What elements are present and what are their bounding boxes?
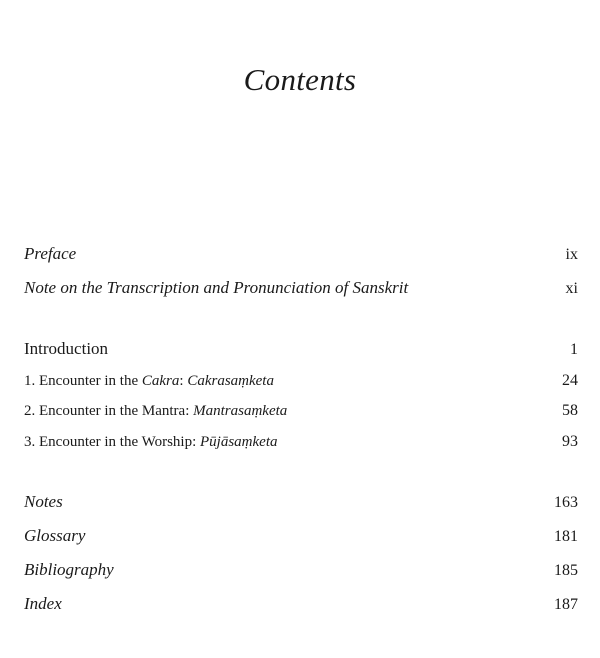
toc-entry-page: 185 bbox=[554, 562, 578, 579]
toc-entry-label: Glossary bbox=[24, 526, 86, 545]
toc-entry-glossary bbox=[24, 526, 578, 546]
toc-entry-chapter-3 bbox=[24, 433, 578, 451]
chapter-separator: : bbox=[185, 403, 194, 419]
chapter-sanskrit-title: Mantrasaṃketa bbox=[193, 403, 288, 419]
toc-entry-label bbox=[24, 403, 287, 420]
toc-entry-label: Bibliography bbox=[24, 560, 114, 579]
toc-entry-bibliography bbox=[24, 560, 578, 580]
chapter-separator: : bbox=[192, 434, 200, 450]
toc-entry-label: Index bbox=[24, 594, 62, 613]
toc-entry-label: Introduction bbox=[24, 339, 109, 358]
chapter-prefix: 1. Encounter in the bbox=[24, 373, 142, 389]
toc-entry-page: 163 bbox=[554, 494, 578, 511]
toc-entry-label bbox=[24, 373, 274, 390]
page-title: Contents bbox=[243, 62, 357, 97]
toc-entry-page: 187 bbox=[554, 596, 578, 613]
toc-entry-page: 58 bbox=[562, 402, 578, 419]
chapter-sanskrit-title: Pūjāsaṃketa bbox=[200, 434, 278, 450]
chapter-italic-word: Cakra bbox=[141, 373, 180, 389]
toc-entry-page: xi bbox=[565, 280, 578, 297]
toc-entry-page: 24 bbox=[562, 372, 578, 389]
toc-entry-label: Note on the Transcription and Pronunciation of Sanskrit bbox=[24, 278, 409, 297]
toc-entry-page: 181 bbox=[554, 528, 578, 545]
chapter-prefix: 2. Encounter in the Mantra bbox=[24, 403, 186, 419]
toc-entry-page: 1 bbox=[570, 341, 578, 358]
toc-entry-label: Preface bbox=[24, 244, 77, 263]
toc-entry-introduction bbox=[24, 339, 578, 359]
chapter-separator: : bbox=[179, 373, 188, 389]
chapter-prefix: 3. Encounter in the Worship bbox=[24, 434, 193, 450]
toc-entry-label bbox=[24, 434, 277, 451]
toc-entry-chapter-2 bbox=[24, 402, 578, 420]
toc-entry-note-transcription bbox=[24, 278, 578, 298]
chapter-sanskrit-title: Cakrasaṃketa bbox=[187, 373, 274, 389]
toc-entry-page: 93 bbox=[562, 433, 578, 450]
toc-entry-notes bbox=[24, 492, 578, 512]
toc-entry-chapter-1 bbox=[24, 372, 578, 390]
toc-entry-index bbox=[24, 594, 578, 614]
toc-entry-preface bbox=[24, 244, 578, 264]
toc-entry-label: Notes bbox=[24, 492, 63, 511]
toc-entry-page: ix bbox=[565, 246, 578, 263]
